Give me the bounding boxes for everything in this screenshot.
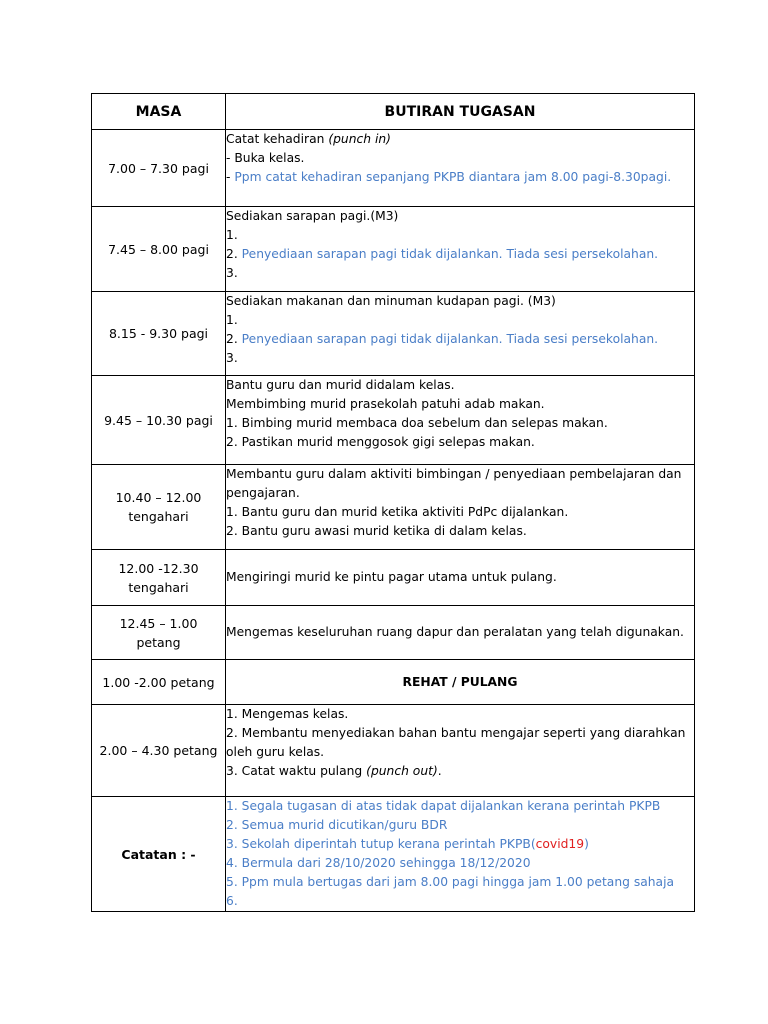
task-line: 2. Penyediaan sarapan pagi tidak dijalankan. Tiada sesi persekolahan. xyxy=(226,332,659,346)
task-cell xyxy=(226,376,695,465)
task-line: Catat kehadiran (punch in) xyxy=(226,132,391,146)
catatan-row xyxy=(92,797,695,912)
task-cell xyxy=(226,705,695,797)
header-masa: MASA xyxy=(92,94,226,130)
task-line: oleh guru kelas. xyxy=(226,745,325,759)
task-line: 1. xyxy=(226,313,238,327)
time-cell: 9.45 – 10.30 pagi xyxy=(92,376,226,465)
task-line: 2. Penyediaan sarapan pagi tidak dijalankan. Tiada sesi persekolahan. xyxy=(226,247,659,261)
catatan-label: Catatan : - xyxy=(92,797,226,912)
note-item: 3. Sekolah diperintah tutup kerana perintah PKPB(covid19) xyxy=(226,837,589,851)
rehat-pulang-label: REHAT / PULANG xyxy=(226,660,695,705)
task-line: pengajaran. xyxy=(226,486,300,500)
task-line: 1. Bimbing murid membaca doa sebelum dan selepas makan. xyxy=(226,416,608,430)
task-line: Sediakan sarapan pagi.(M3) xyxy=(226,209,399,223)
table-row xyxy=(92,292,695,376)
table-row xyxy=(92,376,695,465)
task-line: Membantu guru dalam aktiviti bimbingan / penyediaan pembelajaran dan xyxy=(226,467,682,481)
task-line: 2. Bantu guru awasi murid ketika di dalam kelas. xyxy=(226,524,527,538)
table-row xyxy=(92,705,695,797)
note-item: 2. Semua murid dicutikan/guru BDR xyxy=(226,818,448,832)
task-line: Membimbing murid prasekolah patuhi adab makan. xyxy=(226,397,545,411)
task-line: 1. Bantu guru dan murid ketika aktiviti PdPc dijalankan. xyxy=(226,505,569,519)
duty-schedule-table xyxy=(91,93,695,912)
table-header-row xyxy=(92,94,695,130)
task-line: Bantu guru dan murid didalam kelas. xyxy=(226,378,455,392)
table-row xyxy=(92,606,695,660)
task-cell xyxy=(226,207,695,292)
task-line: 1. Mengemas kelas. xyxy=(226,707,349,721)
time-cell: 2.00 – 4.30 petang xyxy=(92,705,226,797)
task-line: 1. xyxy=(226,228,238,242)
note-item: 1. Segala tugasan di atas tidak dapat dijalankan kerana perintah PKPB xyxy=(226,799,661,813)
time-cell: 1.00 -2.00 petang xyxy=(92,660,226,705)
catatan-notes xyxy=(226,797,695,912)
time-cell: 12.45 – 1.00 petang xyxy=(92,606,226,660)
note-item: 6. xyxy=(226,894,238,908)
task-cell: Mengiringi murid ke pintu pagar utama untuk pulang. xyxy=(226,550,695,606)
table-row xyxy=(92,660,695,705)
task-line: - Buka kelas. xyxy=(226,151,305,165)
task-line: 3. xyxy=(226,266,238,280)
task-line: Sediakan makanan dan minuman kudapan pagi. (M3) xyxy=(226,294,556,308)
task-line: 3. Catat waktu pulang (punch out). xyxy=(226,764,442,778)
time-cell: 7.45 – 8.00 pagi xyxy=(92,207,226,292)
task-line: - Ppm catat kehadiran sepanjang PKPB diantara jam 8.00 pagi-8.30pagi. xyxy=(226,170,672,184)
table-row xyxy=(92,207,695,292)
table-row xyxy=(92,550,695,606)
table-row xyxy=(92,465,695,550)
task-cell xyxy=(226,292,695,376)
note-item: 4. Bermula dari 28/10/2020 sehingga 18/12/2020 xyxy=(226,856,531,870)
note-item: 5. Ppm mula bertugas dari jam 8.00 pagi hingga jam 1.00 petang sahaja xyxy=(226,875,675,889)
task-line: 2. Membantu menyediakan bahan bantu mengajar seperti yang diarahkan xyxy=(226,726,686,740)
time-cell: 12.00 -12.30 tengahari xyxy=(92,550,226,606)
table-row xyxy=(92,130,695,207)
time-cell: 8.15 - 9.30 pagi xyxy=(92,292,226,376)
task-line: 2. Pastikan murid menggosok gigi selepas makan. xyxy=(226,435,535,449)
time-cell: 7.00 – 7.30 pagi xyxy=(92,130,226,207)
task-cell xyxy=(226,130,695,207)
header-butiran-tugasan: BUTIRAN TUGASAN xyxy=(226,94,695,130)
task-cell: Mengemas keseluruhan ruang dapur dan peralatan yang telah digunakan. xyxy=(226,606,695,660)
task-line: 3. xyxy=(226,351,238,365)
time-cell: 10.40 – 12.00 tengahari xyxy=(92,465,226,550)
task-cell xyxy=(226,465,695,550)
